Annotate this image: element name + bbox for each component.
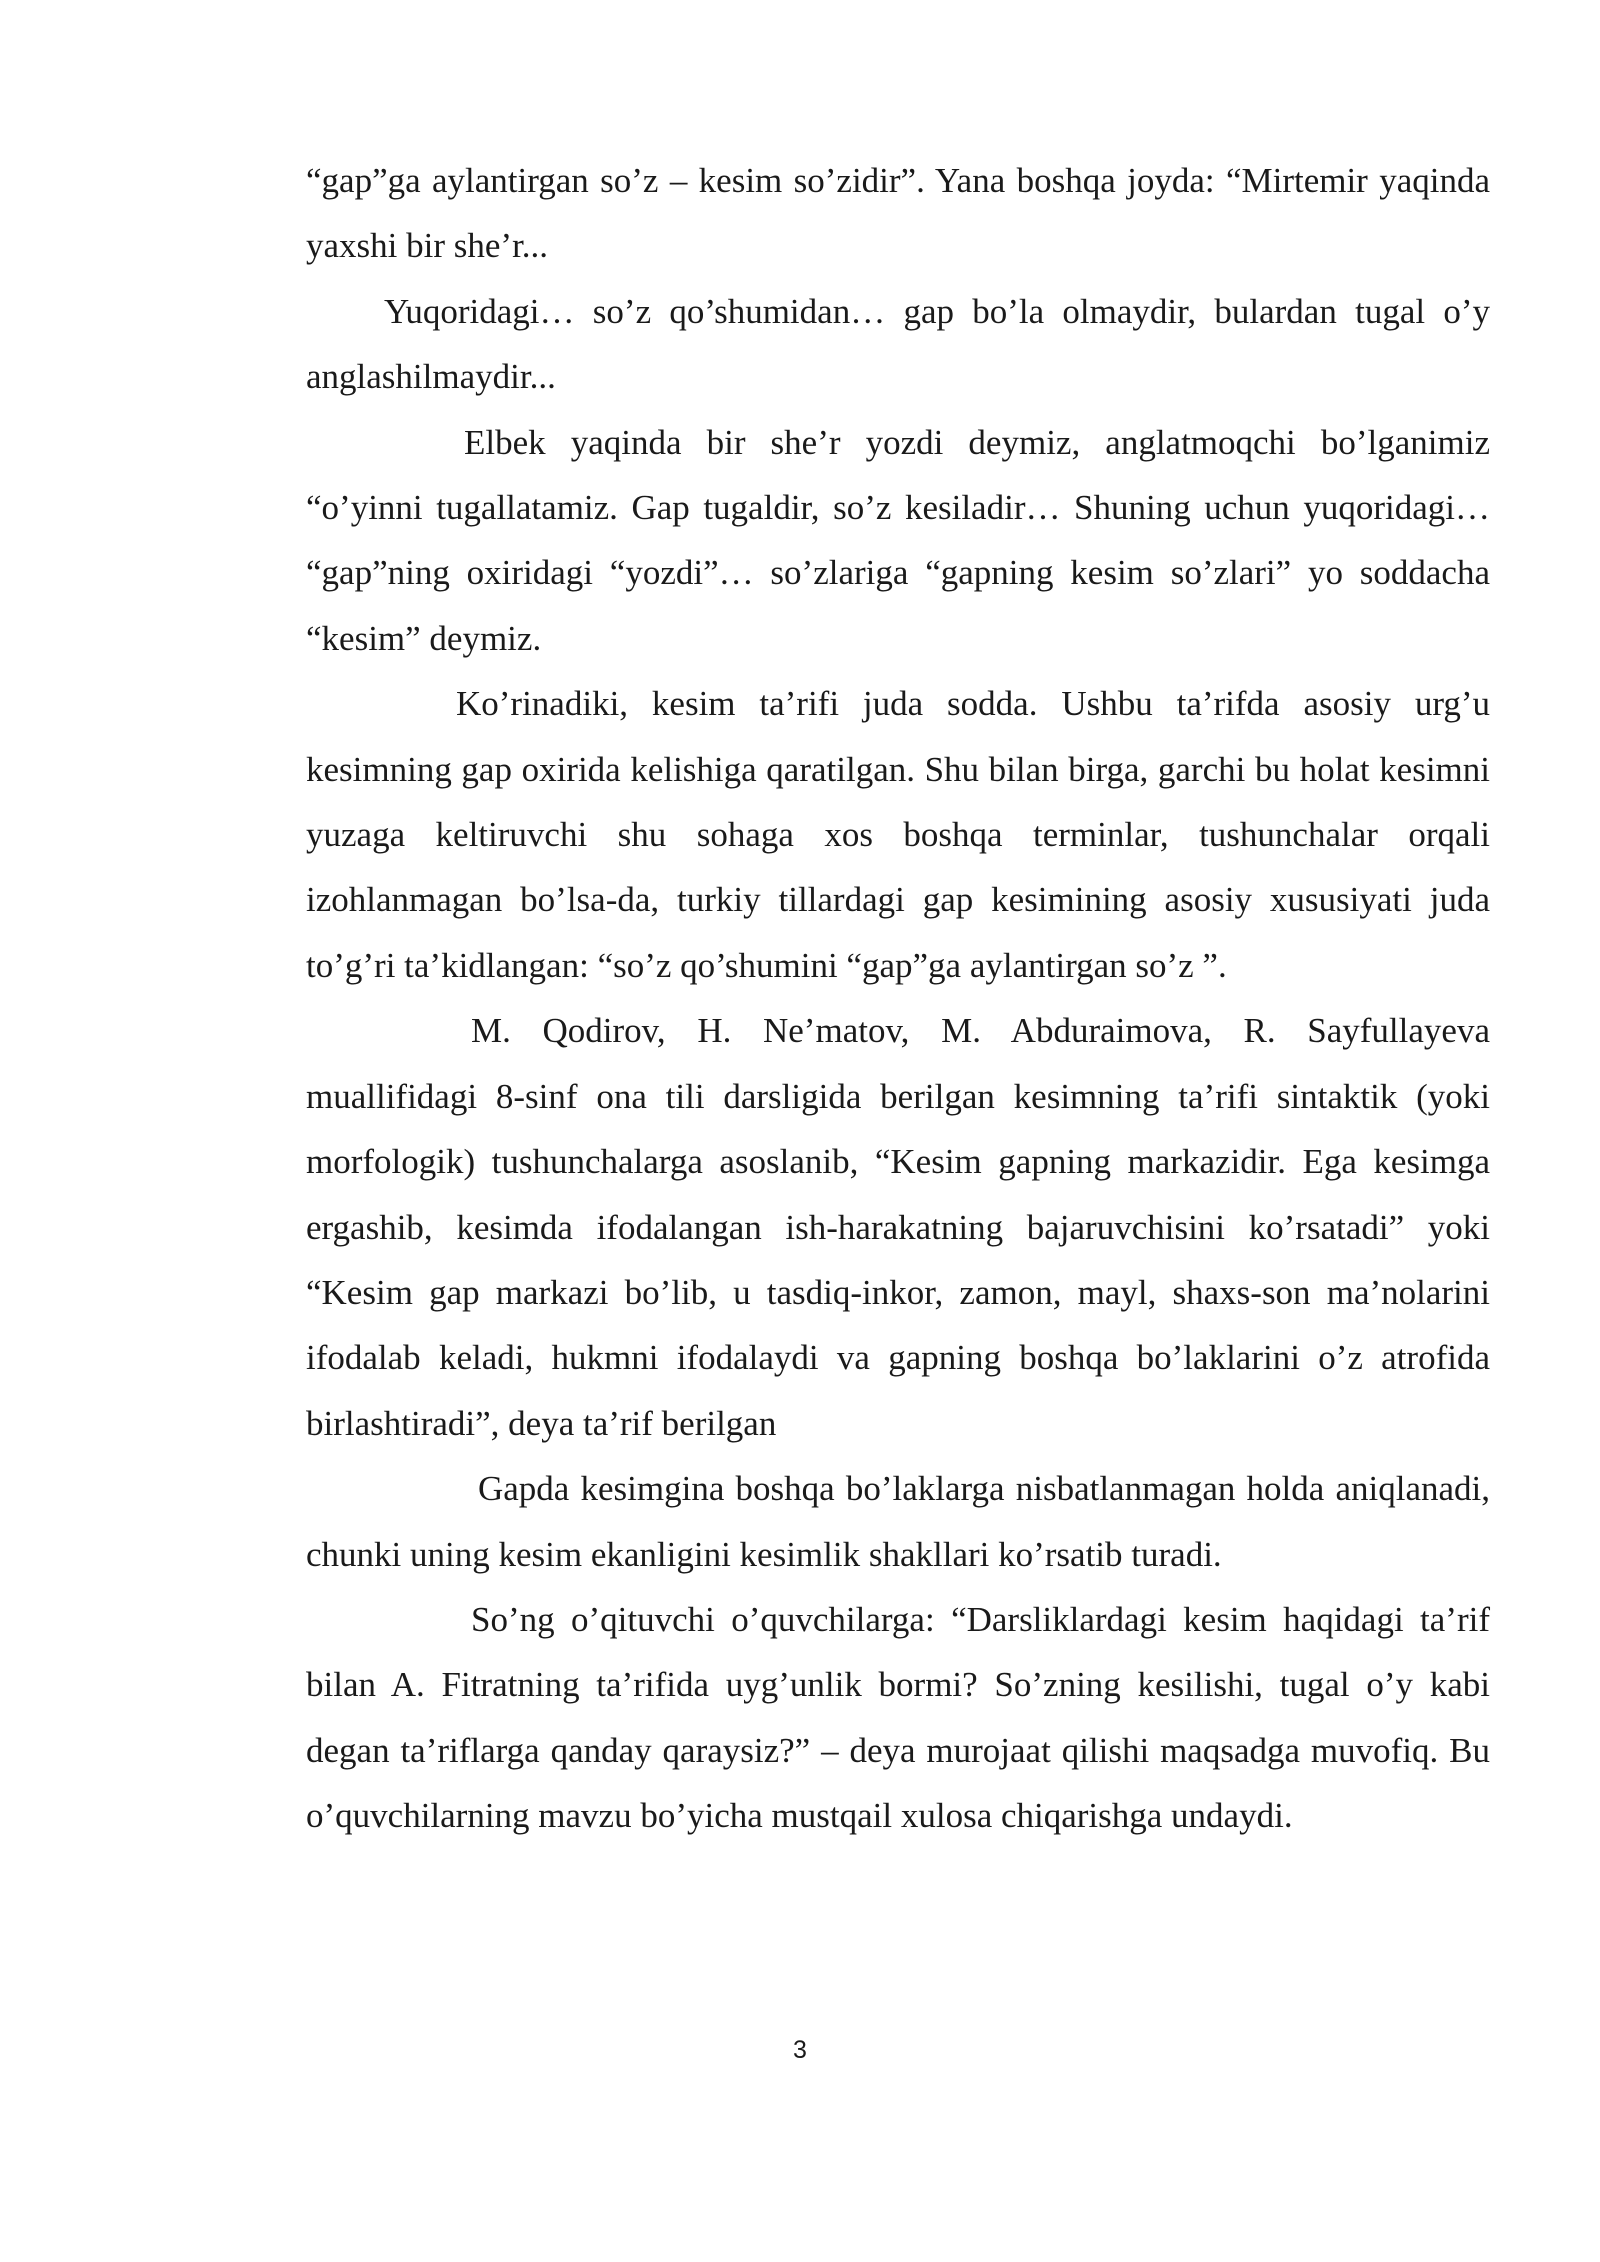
- page-number: 3: [793, 2036, 807, 2064]
- paragraph-2: Yuqoridagi… so’z qo’shumidan… gap bo’la olmaydir, bulardan tugal o’y anglashilmaydir...: [306, 291, 1490, 397]
- paragraph-6: Gapda kesimgina boshqa bo’laklarga nisbatlanmagan holda aniqlanadi, chunki uning kesim ekanligini kesimlik shakllari ko’rsatib turadi.: [306, 1469, 1490, 1574]
- body-text: [306, 148, 1490, 1849]
- paragraph-5: M. Qodirov, H. Ne’matov, M. Abduraimova, R. Sayfullayeva muallifidagi 8-sinf ona tili darsligida berilgan kesimning ta’rifi sintaktik (yoki morfologik) tushunchalarga asoslanib, “Kesim gapning markazidir. Ega kesimga ergashib, kesimda ifodalangan ish-harakatning bajaruvchisini ko’rsatadi” yoki “Kesim gap markazi bo’lib, u tasdiq-inkor, zamon, mayl, shaxs-son ma’nolarini ifodalab keladi, hukmni ifodalaydi va gapning boshqa bo’laklarini o’z atrofida birlashtiradi”, deya ta’rif berilgan: [306, 1011, 1490, 1443]
- paragraph-4: Ko’rinadiki, kesim ta’rifi juda sodda. Ushbu ta’rifda asosiy urg’u kesimning gap oxirida kelishiga qaratilgan. Shu bilan birga, garchi bu holat kesimni yuzaga keltiruvchi shu sohaga xos boshqa terminlar, tushunchalar orqali izohlanmagan bo’lsa-da, turkiy tillardagi gap kesimining asosiy xususiyati juda to’g’ri ta’kidlangan: “so’z qo’shumini “gap”ga aylantirgan so’z ”.: [306, 684, 1490, 985]
- paragraph-1: “gap”ga aylantirgan so’z – kesim so’zidir”. Yana boshqa joyda: “Mirtemir yaqinda yaxshi bir she’r...: [306, 161, 1490, 266]
- paragraph-3: Elbek yaqinda bir she’r yozdi deymiz, anglatmoqchi bo’lganimiz “o’yinni tugallatamiz. Gap tugaldir, so’z kesiladir… Shuning uchun yuqoridagi… “gap”ning oxiridagi “yozdi”… so’zlariga “gapning kesim so’zlari” yo soddacha “kesim” deymiz.: [306, 422, 1490, 658]
- paragraph-7: So’ng o’qituvchi o’quvchilarga: “Darsliklardagi kesim haqidagi ta’rif bilan A. Fitratning ta’rifida uyg’unlik bormi? So’zning kesilishi, tugal o’y kabi degan ta’riflarga qanday qaraysiz?” – deya murojaat qilishi maqsadga muvofiq. Bu o’quvchilarning mavzu bo’yicha mustqail xulosa chiqarishga undaydi.: [306, 1599, 1490, 1836]
